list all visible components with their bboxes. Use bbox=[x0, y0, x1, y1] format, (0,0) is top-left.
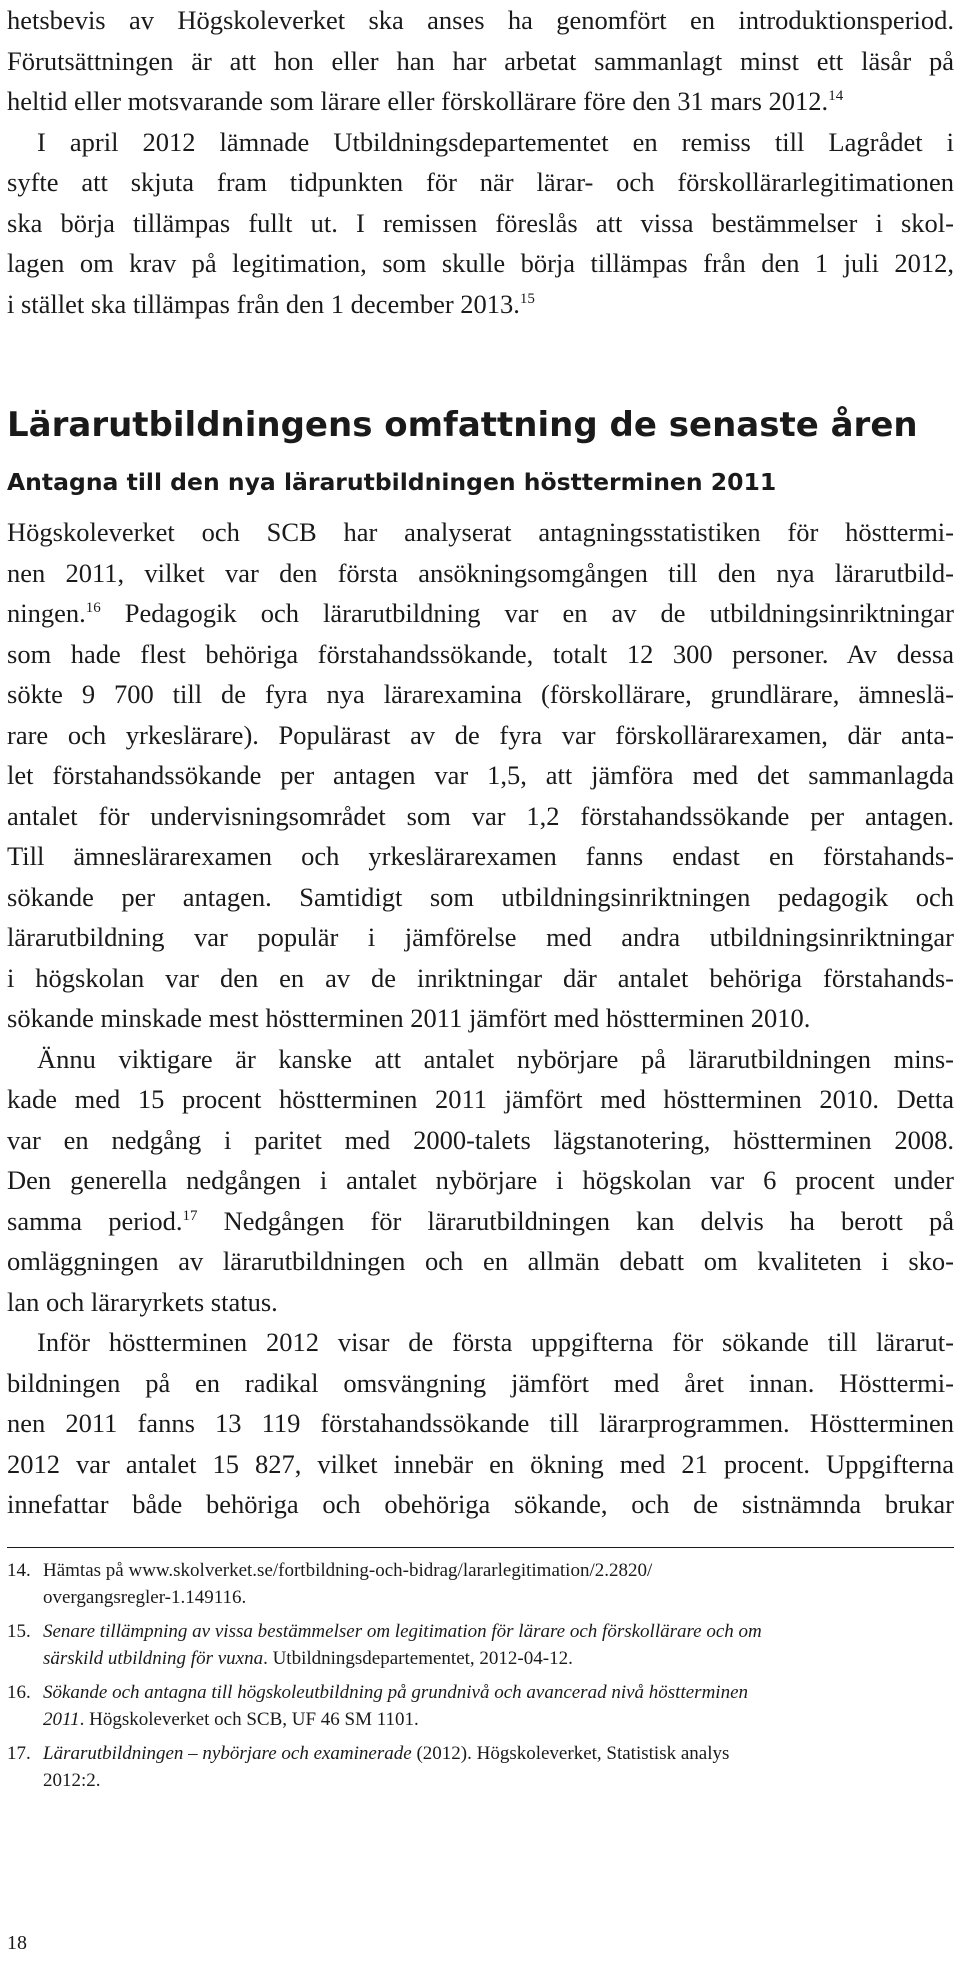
footnote-text: Senare tillämpning av vissa bestämmelser om legitimation för lärare och förskollärare och om särskild utbildning för vuxna. Utbildningsdepartementet, 2012-04-12. bbox=[43, 1621, 762, 1669]
text-line: lagen om krav på legitimation, som skulle börja tillämpas från den 1 juli 2012, bbox=[7, 248, 954, 278]
text-line: innefattar både behöriga och obehöriga sökande, och de sistnämnda brukar bbox=[7, 1489, 954, 1519]
footnote-number: 16. bbox=[7, 1682, 31, 1703]
footnote-text bbox=[43, 1557, 954, 1611]
text-line: var en nedgång i paritet med 2000-talets lägstanotering, höstterminen 2008. bbox=[7, 1124, 954, 1155]
text-line: antalet för undervisningsområdet som var 1,2 förstahandssökande per antagen. bbox=[7, 800, 954, 831]
text-line: i stället ska tillämpas från den 1 december 2013.15 bbox=[7, 288, 535, 319]
text-line: lärarutbildning var populär i jämförelse med andra utbildningsinriktningar bbox=[7, 922, 954, 952]
footnote-title: Lärarutbildningen – nybörjare och examinerade bbox=[43, 1743, 412, 1764]
footnote-title-cont: särskild utbildning för vuxna bbox=[43, 1648, 264, 1669]
text-line: som hade flest behöriga förstahandssökande, totalt 12 300 personer. Av dessa bbox=[7, 638, 954, 669]
text-line: I april 2012 lämnade Utbildningsdepartementet en remiss till Lagrådet i bbox=[37, 126, 954, 157]
text-line: ska börja tillämpas fullt ut. I remissen föreslås att vissa bestämmelser i skol- bbox=[7, 207, 954, 238]
text-line: rare och yrkeslärare). Populärast av de fyra var förskollärarexamen, där anta- bbox=[7, 719, 954, 750]
text-line: sökte 9 700 till de fyra nya lärarexamina (förskollärare, grundlärare, ämneslä- bbox=[7, 679, 954, 709]
footnote-title-cont: 2011 bbox=[43, 1709, 80, 1730]
footnote-ref-14[interactable]: 14 bbox=[828, 88, 844, 105]
page-number: 18 bbox=[7, 1932, 27, 1954]
footnote-title: Sökande och antagna till högskoleutbildning på grundnivå och avancerad nivå höstterminen bbox=[43, 1682, 749, 1703]
footnote-14 bbox=[7, 1557, 954, 1611]
text-line: 2012 var antalet 15 827, vilket innebär en ökning med 21 procent. Uppgifterna bbox=[7, 1448, 954, 1479]
footnote-text: Lärarutbildningen – nybörjare och examinerade (2012). Högskoleverket, Statistisk analys 2012:2. bbox=[43, 1743, 730, 1791]
footnote-16 bbox=[7, 1679, 954, 1733]
text-line: hetsbevis av Högskoleverket ska anses ha genomfört en introduktionsperiod. bbox=[7, 5, 954, 35]
text-line: nen 2011, vilket var den första ansökningsomgången till den nya lärarutbild- bbox=[7, 557, 954, 588]
text-line: let förstahandssökande per antagen var 1,5, att jämföra med det sammanlagda bbox=[7, 760, 954, 790]
text-line: omläggningen av lärarutbildningen och en allmän debatt om kvaliteten i sko- bbox=[7, 1246, 954, 1276]
text-line: nen 2011 fanns 13 119 förstahandssökande till lärarprogrammen. Höstterminen bbox=[7, 1408, 954, 1438]
text-line: heltid eller motsvarande som lärare eller förskollärare före den 31 mars 2012.14 bbox=[7, 86, 844, 116]
footnote-ref-15[interactable]: 15 bbox=[519, 290, 535, 307]
footnote-number: 14. bbox=[7, 1560, 31, 1581]
text-line: ningen.$^{16}$ Pedagogik och lärarutbildning var en av de utbildningsinriktningar bbox=[7, 598, 954, 628]
footnote-number: 17. bbox=[7, 1743, 31, 1764]
text-line: kade med 15 procent höstterminen 2011 jämfört med höstterminen 2010. Detta bbox=[7, 1084, 954, 1114]
text-line: i högskolan var den en av de inriktningar där antalet behöriga förstahands- bbox=[7, 962, 954, 993]
intro-paragraph bbox=[7, 0, 954, 324]
section-heading: Lärarutbildningens omfattning de senaste åren bbox=[7, 405, 918, 445]
text-line: sökande minskade mest höstterminen 2011 jämfört med höstterminen 2010. bbox=[7, 1003, 811, 1033]
text-line: sökande per antagen. Samtidigt som utbildningsinriktningen pedagogik och bbox=[7, 881, 954, 912]
text-line: syfte att skjuta fram tidpunkten för när lärar- och förskollärarlegitimationen bbox=[7, 167, 954, 197]
footnote-link[interactable]: Hämtas på www.skolverket.se/fortbildning-och-bidrag/lararlegitimation/2.2820/ bbox=[43, 1560, 653, 1581]
footnotes bbox=[7, 1557, 954, 1801]
text-line: Till ämneslärarexamen och yrkeslärarexamen fanns endast en förstahands- bbox=[7, 841, 954, 871]
footnote-title: Senare tillämpning av vissa bestämmelser om legitimation för lärare och förskollärare och om bbox=[43, 1621, 762, 1642]
subsection-heading: Antagna till den nya lärarutbildningen höstterminen 2011 bbox=[7, 468, 777, 496]
footnote-text: Sökande och antagna till högskoleutbildning på grundnivå och avancerad nivå höstterminen 2011. Högskoleverket och SCB, UF 46 SM 1101. bbox=[43, 1682, 749, 1730]
text-line: Högskoleverket och SCB har analyserat antagningsstatistiken för hösttermi- bbox=[7, 517, 954, 547]
text-line: Förutsättningen är att hon eller han har arbetat sammanlagt minst ett läsår på bbox=[7, 45, 954, 76]
main-text bbox=[7, 512, 954, 1525]
text-line: Inför höstterminen 2012 visar de första uppgifterna för sökande till lärarut- bbox=[37, 1327, 954, 1357]
text-line: Den generella nedgången i antalet nybörjare i högskolan var 6 procent under bbox=[7, 1165, 954, 1195]
footnote-17 bbox=[7, 1740, 954, 1794]
text-line: samma period.$^{17}$ Nedgången för lärarutbildningen kan delvis ha berott på bbox=[7, 1205, 954, 1236]
footnote-number: 15. bbox=[7, 1621, 31, 1642]
footnote-divider bbox=[7, 1547, 954, 1548]
text-line: Ännu viktigare är kanske att antalet nybörjare på lärarutbildningen mins- bbox=[37, 1043, 954, 1074]
footnote-ref-17[interactable]: 17 bbox=[182, 1207, 198, 1224]
text-line: lan och läraryrkets status. bbox=[7, 1286, 278, 1317]
footnote-15 bbox=[7, 1618, 954, 1672]
footnote-ref-16[interactable]: 16 bbox=[85, 600, 101, 617]
text-line: bildningen på en radikal omsvängning jämfört med året innan. Hösttermi- bbox=[7, 1367, 954, 1398]
footnote-link-cont[interactable]: overgangsregler-1.149116. bbox=[43, 1587, 247, 1608]
